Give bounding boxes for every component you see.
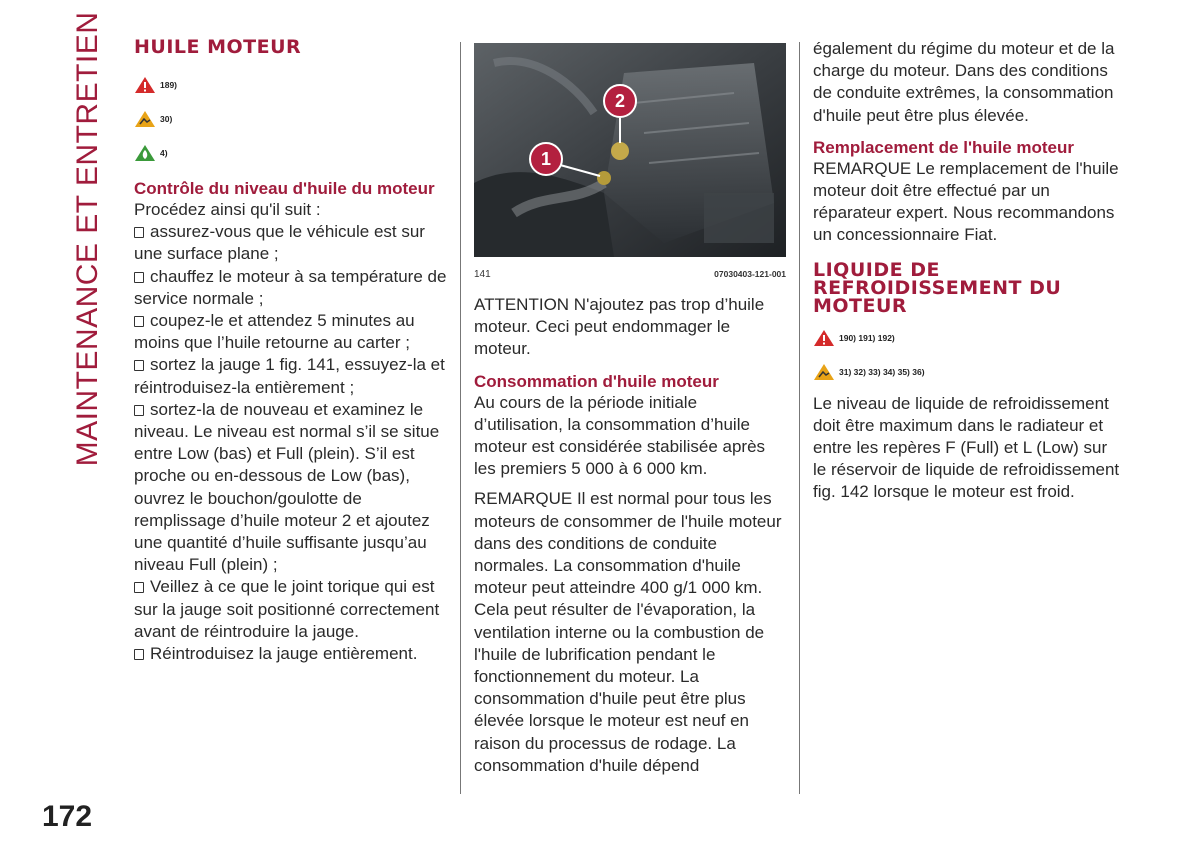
caution-ref-row: 30) <box>134 102 452 136</box>
section-title-liquide-refroidissement: LIQUIDE DE REFROIDISSEMENT DU MOTEUR <box>813 258 1062 317</box>
checkbox-bullet-icon <box>134 405 144 416</box>
column-divider <box>799 42 800 794</box>
step-item: coupez-le et attendez 5 minutes au moins que l’huile retourne au carter ; <box>134 311 415 353</box>
checkbox-bullet-icon <box>134 272 144 283</box>
subheading-remplacement: Remplacement de l'huile moteur <box>813 137 1074 157</box>
checkbox-bullet-icon <box>134 316 144 327</box>
paragraph-remarque: REMARQUE Il est normal pour tous les moteurs de consommer de l'huile moteur dans des conditions de conduite normales. La consommation d'huile moteur peut atteindre 400 g/1 000 km. Cela peut résulter de l'évaporation, la ventilation interne ou la combustion de l'huile de lubrification pendant le fonctionnement du moteur. La consommation d'huile peut être plus élevée lorsque le moteur est neuf en raison du processus de rodage. La consommation d'huile dépend <box>474 489 782 775</box>
step-item: Veillez à ce que le joint torique qui est sur la jauge soit positionné correctement avant de réintroduire la jauge. <box>134 577 440 641</box>
column-1 <box>134 38 452 665</box>
red-warning-icon <box>813 329 835 347</box>
subheading-controle-niveau: Contrôle du niveau d'huile du moteur <box>134 179 435 198</box>
warning-ref-row: 189) <box>134 68 452 102</box>
checkbox-bullet-icon <box>134 649 144 660</box>
checkbox-bullet-icon <box>134 360 144 371</box>
paragraph-remarque: REMARQUE Le remplacement de l'huile moteur doit être effectué par un réparateur expert. Nous recommandons un concessionnaire Fiat. <box>813 158 1119 245</box>
environment-ref-row: 4) <box>134 136 452 170</box>
step-item: Réintroduisez la jauge entièrement. <box>134 643 452 665</box>
engine-bay-figure <box>474 43 786 257</box>
figure-caption <box>474 269 786 280</box>
step-item: sortez-la de nouveau et examinez le niveau. Le niveau est normal s’il se situe entre Low (bas) et Full (plein). S’il est proche ou en-dessous de Low (bas), ouvrez le bouchon/goulotte de remplissage d’huile moteur 2 et ajoutez une quantité d’huile suffisante jusqu’au niveau Full (plein) ; <box>134 399 440 575</box>
caution-ref-row: 31) 32) 33) 34) 35) 36) <box>813 355 1123 389</box>
step-item: assurez-vous que le véhicule est sur une surface plane ; <box>134 222 425 264</box>
side-tab-section-title: MAINTENANCE ET ENTRETIEN <box>71 11 104 467</box>
warning-ref-row: 190) 191) 192) <box>813 321 1123 355</box>
paragraph-continued: également du régime du moteur et de la charge du moteur. Dans des conditions de conduite extrêmes, la consommation d'huile peut être plus élevée. <box>813 39 1115 125</box>
paragraph-coolant: Le niveau de liquide de refroidissement doit être maximum dans le radiateur et entre les repères F (Full) et L (Low) sur le réservoir de liquide de refroidissement fig. 142 lorsque le moteur est froid. <box>813 393 1120 502</box>
attention-text: ATTENTION N'ajoutez pas trop d’huile moteur. Ceci peut endommager le moteur. <box>474 295 765 359</box>
amber-caution-icon <box>813 363 835 381</box>
callout-1: 1 <box>529 142 563 176</box>
checkbox-bullet-icon <box>134 227 144 238</box>
engine-illustration <box>474 43 786 257</box>
callout-2: 2 <box>603 84 637 118</box>
step-item: sortez la jauge 1 fig. 141, essuyez-la et réintroduisez-la entièrement ; <box>134 355 445 397</box>
column-divider <box>460 42 461 794</box>
column-2 <box>474 43 786 777</box>
paragraph: Au cours de la période initiale d’utilisation, la consommation d’huile moteur est considérée stabilisée après les premiers 5 000 à 6 000 km. <box>474 392 766 479</box>
figure-number: 141 <box>474 269 491 280</box>
section-title-huile-moteur: HUILE MOTEUR <box>134 36 302 58</box>
amber-caution-icon <box>134 110 156 128</box>
step-item: chauffez le moteur à sa température de service normale ; <box>134 266 447 308</box>
figure-code: 07030403-121-001 <box>714 269 786 279</box>
checkbox-bullet-icon <box>134 582 144 593</box>
subheading-consommation: Consommation d'huile moteur <box>474 371 719 391</box>
column-3 <box>813 38 1123 504</box>
red-warning-icon <box>134 76 156 94</box>
green-environment-icon <box>134 144 156 162</box>
page-number: 172 <box>42 800 93 833</box>
intro-text: Procédez ainsi qu'il suit : <box>134 200 321 219</box>
